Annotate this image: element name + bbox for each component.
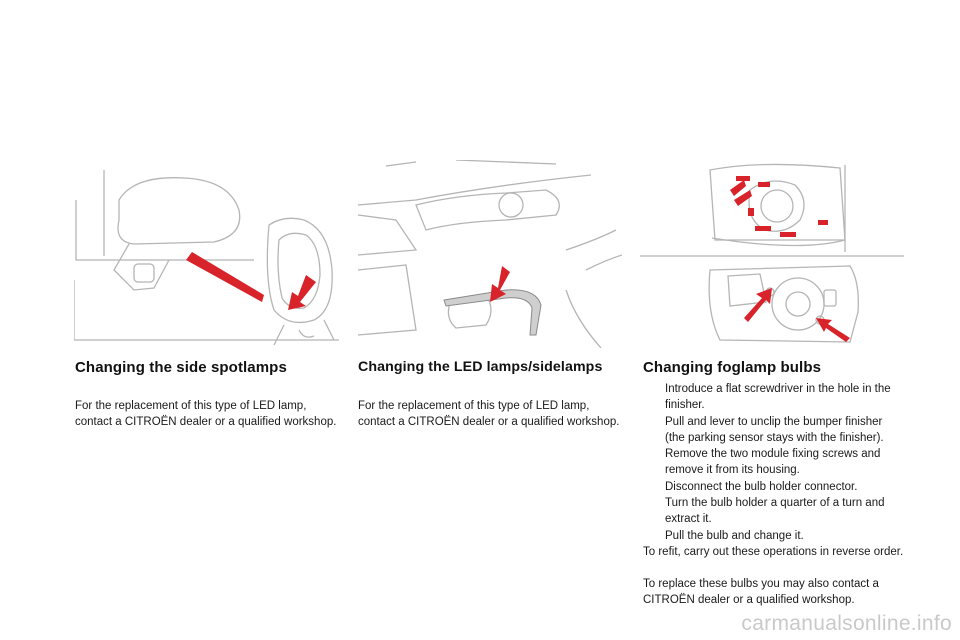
list-item: Disconnect the bulb holder connector. <box>665 480 858 493</box>
screw-arrow-left <box>744 288 772 322</box>
spotlamp-pointer-arrow <box>288 275 316 310</box>
foglamp-housing-illustration <box>640 160 904 258</box>
list-item: Pull the bulb and change it. <box>665 529 804 542</box>
foglamp-steps-list <box>643 381 905 544</box>
list-item: Remove the two module fixing screws and remove it from its housing. <box>665 448 881 477</box>
foglamp-module-illustration <box>700 262 864 346</box>
contact-note: To replace these bulbs you may also contact a CITROËN dealer or a qualified workshop. <box>643 578 879 607</box>
list-item: Pull and lever to unclip the bumper finisher (the parking sensor stays with the finisher). <box>665 415 884 444</box>
section-heading-side-spotlamps: Changing the side spotlamps <box>75 359 287 376</box>
section-text-side-spotlamps: For the replacement of this type of LED lamp, contact a CITROËN dealer or a qualified workshop. <box>75 400 337 429</box>
refit-note: To refit, carry out these operations in reverse order. <box>643 546 904 558</box>
watermark: carmanualsonline.info <box>741 612 952 635</box>
screw-arrow-right <box>816 318 850 342</box>
section-heading-led-lamps: Changing the LED lamps/sidelamps <box>358 359 603 375</box>
list-item: Introduce a flat screwdriver in the hole in the finisher. <box>665 383 891 412</box>
side-spotlamp-illustration <box>74 160 339 348</box>
section-text-led-lamps: For the replacement of this type of LED lamp, contact a CITROËN dealer or a qualified workshop. <box>358 400 620 429</box>
list-item: Turn the bulb holder a quarter of a turn and extract it. <box>665 497 885 526</box>
section-heading-foglamp-bulbs: Changing foglamp bulbs <box>643 359 822 376</box>
led-sidelamp-illustration <box>356 160 622 348</box>
